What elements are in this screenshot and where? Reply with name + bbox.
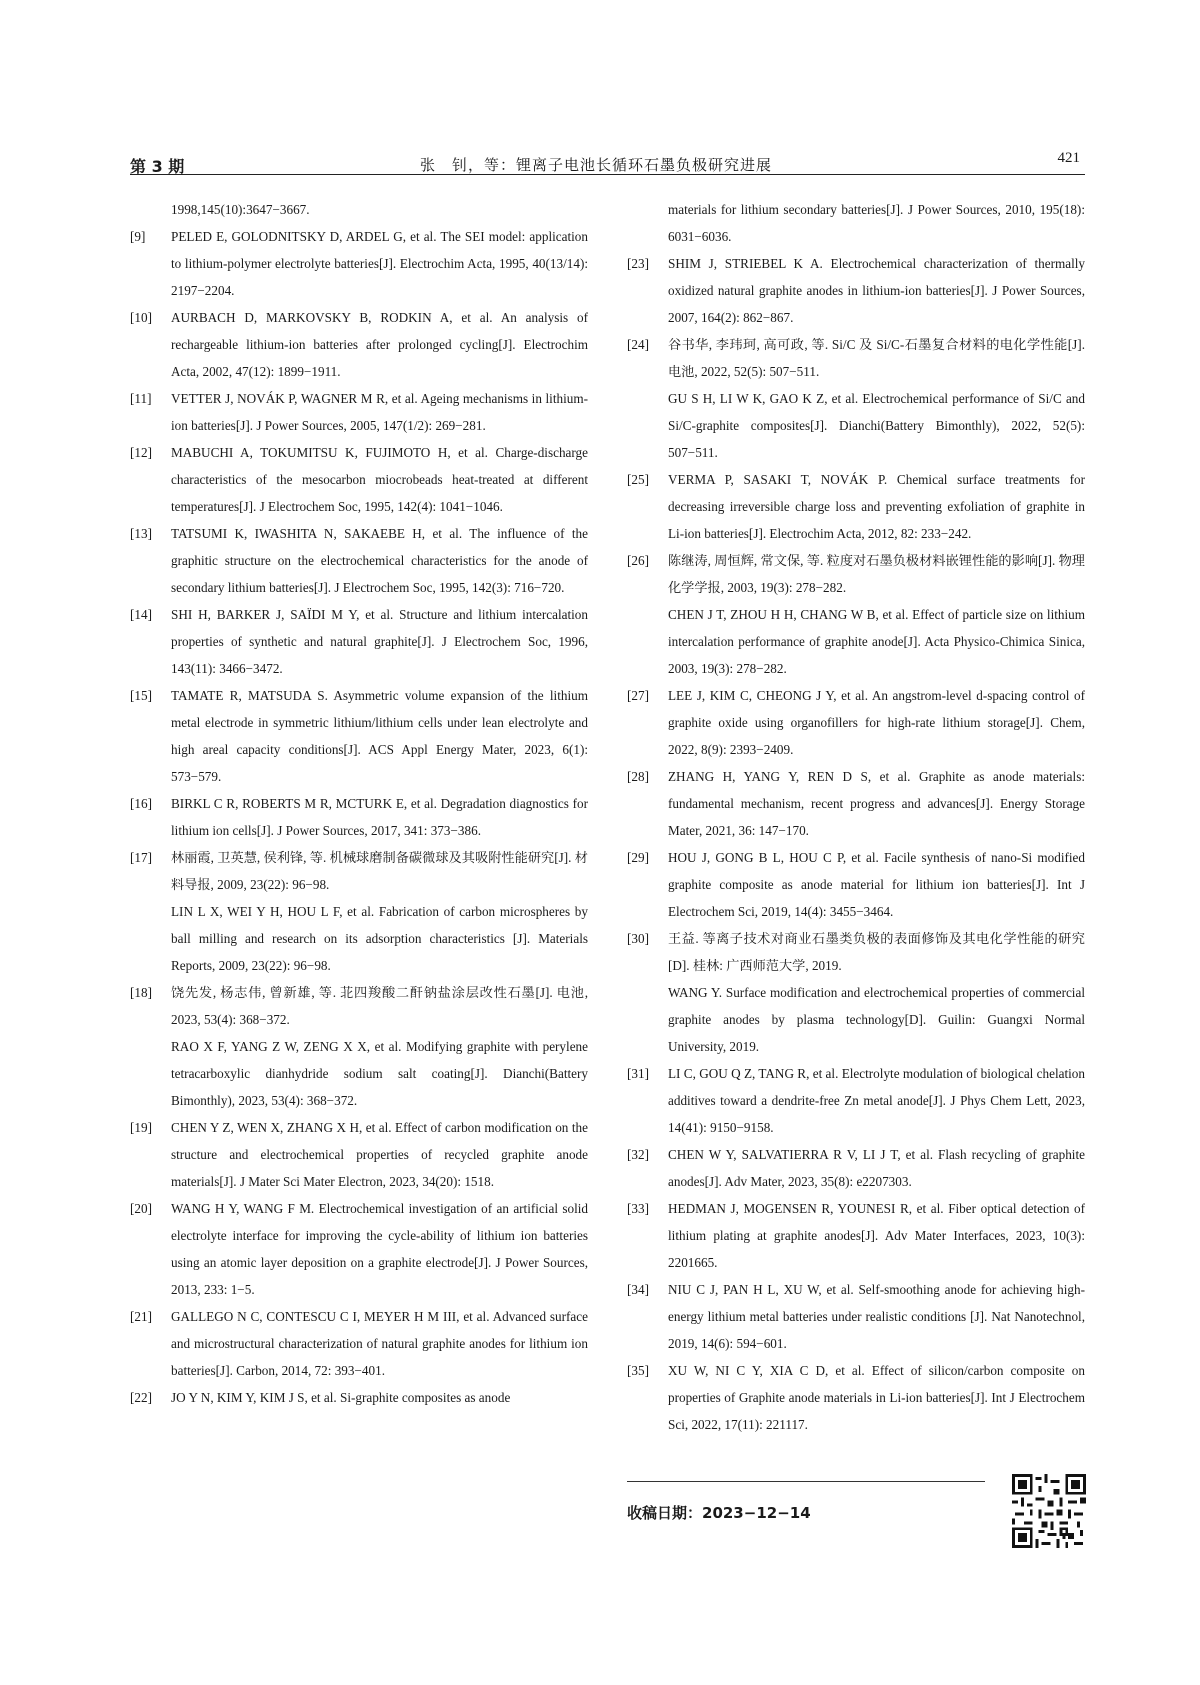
- reference-number: [9]: [130, 229, 146, 244]
- reference-number: [12]: [130, 445, 152, 460]
- reference-text: MABUCHI A, TOKUMITSU K, FUJIMOTO H, et al. Charge-discharge characteristics of the mesocarbon miocrobeads heat-treated at different temperatures[J]. J Electrochem Soc, 1995, 142(4): 1041−1046.: [171, 445, 588, 514]
- reference-item: [627, 547, 1085, 682]
- reference-item: [130, 601, 588, 682]
- reference-item: [627, 1060, 1085, 1141]
- reference-translation: GU S H, LI W K, GAO K Z, et al. Electrochemical performance of Si/C and Si/C-graphite composites[J]. Dianchi(Battery Bimonthly), 2022, 52(5): 507−511.: [668, 391, 1085, 460]
- reference-text: CHEN W Y, SALVATIERRA R V, LI J T, et al. Flash recycling of graphite anodes[J]. Adv Mater, 2023, 35(8): e2207303.: [668, 1147, 1085, 1189]
- reference-number: [28]: [627, 769, 649, 784]
- reference-item: [130, 223, 588, 304]
- reference-translation: CHEN J T, ZHOU H H, CHANG W B, et al. Effect of particle size on lithium intercalation performance of graphite anode[J]. Acta Physico-Chimica Sinica, 2003, 19(3): 278−282.: [668, 607, 1085, 676]
- reference-item: [627, 925, 1085, 1060]
- reference-number: [35]: [627, 1363, 649, 1378]
- reference-item: [627, 331, 1085, 466]
- references-left-column: [130, 196, 588, 1411]
- reference-number: [15]: [130, 688, 152, 703]
- reference-text: 饶先发, 杨志伟, 曾新雄, 等. 苝四羧酸二酐钠盐涂层改性石墨[J]. 电池, 2023, 53(4): 368−372.: [171, 985, 588, 1027]
- reference-text: VETTER J, NOVÁK P, WAGNER M R, et al. Ageing mechanisms in lithium-ion batteries[J]. J Power Sources, 2005, 147(1/2): 269−281.: [171, 391, 588, 433]
- reference-text: NIU C J, PAN H L, XU W, et al. Self-smoothing anode for achieving high-energy lithium metal batteries under realistic conditions [J]. Nat Nanotechnol, 2019, 14(6): 594−601.: [668, 1282, 1085, 1351]
- reference-item: [627, 466, 1085, 547]
- reference-item: [627, 682, 1085, 763]
- running-header: [130, 150, 1085, 176]
- reference-number: [31]: [627, 1066, 649, 1081]
- reference-item: [130, 439, 588, 520]
- reference-continuation: materials for lithium secondary batteries[J]. J Power Sources, 2010, 195(18): 6031−6036.: [668, 202, 1085, 244]
- reference-text: LEE J, KIM C, CHEONG J Y, et al. An angstrom-level d-spacing control of graphite oxide using organofillers for high-rate lithium storage[J]. Chem, 2022, 8(9): 2393−2409.: [668, 688, 1085, 757]
- reference-translation: WANG Y. Surface modification and electrochemical properties of commercial graphite anodes by plasma technology[D]. Guilin: Guangxi Normal University, 2019.: [668, 985, 1085, 1054]
- reference-number: [25]: [627, 472, 649, 487]
- reference-text: HEDMAN J, MOGENSEN R, YOUNESI R, et al. Fiber optical detection of lithium plating at graphite anodes[J]. Adv Mater Interfaces, 2023, 10(3): 2201665.: [668, 1201, 1085, 1270]
- reference-number: [23]: [627, 256, 649, 271]
- reference-text: CHEN Y Z, WEN X, ZHANG X H, et al. Effect of carbon modification on the structure and electrochemical properties of recycled graphite anode materials[J]. J Mater Sci Mater Electron, 2023, 34(20): 1518.: [171, 1120, 588, 1189]
- reference-text: 王益. 等离子技术对商业石墨类负极的表面修饰及其电化学性能的研究[D]. 桂林: 广西师范大学, 2019.: [668, 931, 1085, 973]
- reference-item: [130, 790, 588, 844]
- reference-text: TATSUMI K, IWASHITA N, SAKAEBE H, et al. The influence of the graphitic structure on the electrochemical characteristics for the anode of secondary lithium batteries[J]. J Electrochem Soc, 1995, 142(3): 716−720.: [171, 526, 588, 595]
- running-title: 张 钊，等：锂离子电池长循环石墨负极研究进展: [420, 156, 773, 174]
- reference-text: PELED E, GOLODNITSKY D, ARDEL G, et al. The SEI model: application to lithium-polymer electrolyte batteries[J]. Electrochim Acta, 1995, 40(13/14): 2197−2204.: [171, 229, 588, 298]
- reference-number: [22]: [130, 1390, 152, 1405]
- reference-text: HOU J, GONG B L, HOU C P, et al. Facile synthesis of nano-Si modified graphite composite as anode material for lithium ion batteries[J]. Int J Electrochem Sci, 2019, 14(4): 3455−3464.: [668, 850, 1085, 919]
- reference-number: [13]: [130, 526, 152, 541]
- reference-number: [20]: [130, 1201, 152, 1216]
- reference-number: [34]: [627, 1282, 649, 1297]
- reference-item: [130, 979, 588, 1114]
- reference-text: VERMA P, SASAKI T, NOVÁK P. Chemical surface treatments for decreasing irreversible charge loss and preventing exfoliation of graphite in Li-ion batteries[J]. Electrochim Acta, 2012, 82: 233−242.: [668, 472, 1085, 541]
- reference-text: ZHANG H, YANG Y, REN D S, et al. Graphite as anode materials: fundamental mechanism, recent progress and advances[J]. Energy Storage Mater, 2021, 36: 147−170.: [668, 769, 1085, 838]
- reference-item: [130, 1114, 588, 1195]
- reference-number: [11]: [130, 391, 152, 406]
- reference-number: [16]: [130, 796, 152, 811]
- reference-text: 陈继涛, 周恒辉, 常文保, 等. 粒度对石墨负极材料嵌锂性能的影响[J]. 物理化学学报, 2003, 19(3): 278−282.: [668, 553, 1085, 595]
- qr-code-icon[interactable]: [1012, 1474, 1086, 1548]
- reference-item: [627, 1357, 1085, 1438]
- reference-continuation: 1998,145(10):3647−3667.: [171, 202, 310, 217]
- reference-number: [32]: [627, 1147, 649, 1162]
- reference-item: [627, 1276, 1085, 1357]
- reference-text: 林丽霞, 卫英慧, 侯利锋, 等. 机械球磨制备碳微球及其吸附性能研究[J]. 材料导报, 2009, 23(22): 96−98.: [171, 850, 588, 892]
- reference-number: [24]: [627, 337, 649, 352]
- reference-item: [627, 844, 1085, 925]
- reference-item: [130, 1195, 588, 1303]
- reference-item: [130, 682, 588, 790]
- reference-text: GALLEGO N C, CONTESCU C I, MEYER H M III, et al. Advanced surface and microstructural characterization of natural graphite anodes for lithium ion batteries[J]. Carbon, 2014, 72: 393−401.: [171, 1309, 588, 1378]
- header-rule: [130, 174, 1085, 175]
- reference-number: [30]: [627, 931, 649, 946]
- references-right-column: [627, 196, 1085, 1438]
- reference-translation: LIN L X, WEI Y H, HOU L F, et al. Fabrication of carbon microspheres by ball milling and research on its adsorption characteristics [J]. Materials Reports, 2009, 23(22): 96−98.: [171, 904, 588, 973]
- reference-text: WANG H Y, WANG F M. Electrochemical investigation of an artificial solid electrolyte interface for improving the cycle-ability of lithium ion batteries using an atomic layer deposition on a graphite electrode[J]. J Power Sources, 2013, 233: 1−5.: [171, 1201, 588, 1297]
- reference-text: SHIM J, STRIEBEL K A. Electrochemical characterization of thermally oxidized natural graphite anodes in lithium-ion batteries[J]. J Power Sources, 2007, 164(2): 862−867.: [668, 256, 1085, 325]
- footer-rule: [627, 1481, 985, 1482]
- page-number: 421: [1057, 150, 1080, 166]
- reference-text: SHI H, BARKER J, SAÏDI M Y, et al. Structure and lithium intercalation properties of synthetic and natural graphite[J]. J Electrochem Soc, 1996, 143(11): 3466−3472.: [171, 607, 588, 676]
- reference-text: AURBACH D, MARKOVSKY B, RODKIN A, et al. An analysis of rechargeable lithium-ion batteries after prolonged cycling[J]. Electrochim Acta, 2002, 47(12): 1899−1911.: [171, 310, 588, 379]
- reference-translation: RAO X F, YANG Z W, ZENG X X, et al. Modifying graphite with perylene tetracarboxylic dianhydride sodium salt coating[J]. Dianchi(Battery Bimonthly), 2023, 53(4): 368−372.: [171, 1039, 588, 1108]
- reference-number: [18]: [130, 985, 152, 1000]
- reference-number: [10]: [130, 310, 152, 325]
- reference-number: [27]: [627, 688, 649, 703]
- reference-item: [130, 520, 588, 601]
- reference-item: [627, 763, 1085, 844]
- reference-text: 谷书华, 李玮珂, 高可政, 等. Si/C 及 Si/C-石墨复合材料的电化学性能[J]. 电池, 2022, 52(5): 507−511.: [668, 337, 1085, 379]
- reference-item: [627, 1141, 1085, 1195]
- reference-text: XU W, NI C Y, XIA C D, et al. Effect of silicon/carbon composite on properties of Graphite anode materials in Li-ion batteries[J]. Int J Electrochem Sci, 2022, 17(11): 221117.: [668, 1363, 1085, 1432]
- reference-item: [130, 1303, 588, 1384]
- reference-item: [627, 1195, 1085, 1276]
- reference-item: [130, 385, 588, 439]
- reference-item: [130, 844, 588, 979]
- reference-number: [21]: [130, 1309, 152, 1324]
- reference-text: LI C, GOU Q Z, TANG R, et al. Electrolyte modulation of biological chelation additives toward a dendrite-free Zn metal anode[J]. J Phys Chem Lett, 2023, 14(41): 9150−9158.: [668, 1066, 1085, 1135]
- reference-number: [17]: [130, 850, 152, 865]
- issue-label: 第 3 期: [130, 157, 185, 176]
- reference-text: TAMATE R, MATSUDA S. Asymmetric volume expansion of the lithium metal electrode in symmetric lithium/lithium cells under lean electrolyte and high areal capacity conditions[J]. ACS Appl Energy Mater, 2023, 6(1): 573−579.: [171, 688, 588, 784]
- reference-number: [33]: [627, 1201, 649, 1216]
- reference-number: [19]: [130, 1120, 152, 1135]
- reference-text: JO Y N, KIM Y, KIM J S, et al. Si-graphite composites as anode: [171, 1390, 511, 1405]
- reference-item: [130, 304, 588, 385]
- received-date: 收稿日期：2023−12−14: [627, 1504, 811, 1522]
- reference-number: [29]: [627, 850, 649, 865]
- reference-text: BIRKL C R, ROBERTS M R, MCTURK E, et al. Degradation diagnostics for lithium ion cells[J]. J Power Sources, 2017, 341: 373−386.: [171, 796, 588, 838]
- reference-number: [26]: [627, 553, 649, 568]
- reference-item: [627, 250, 1085, 331]
- reference-number: [14]: [130, 607, 152, 622]
- reference-item: [130, 1384, 588, 1411]
